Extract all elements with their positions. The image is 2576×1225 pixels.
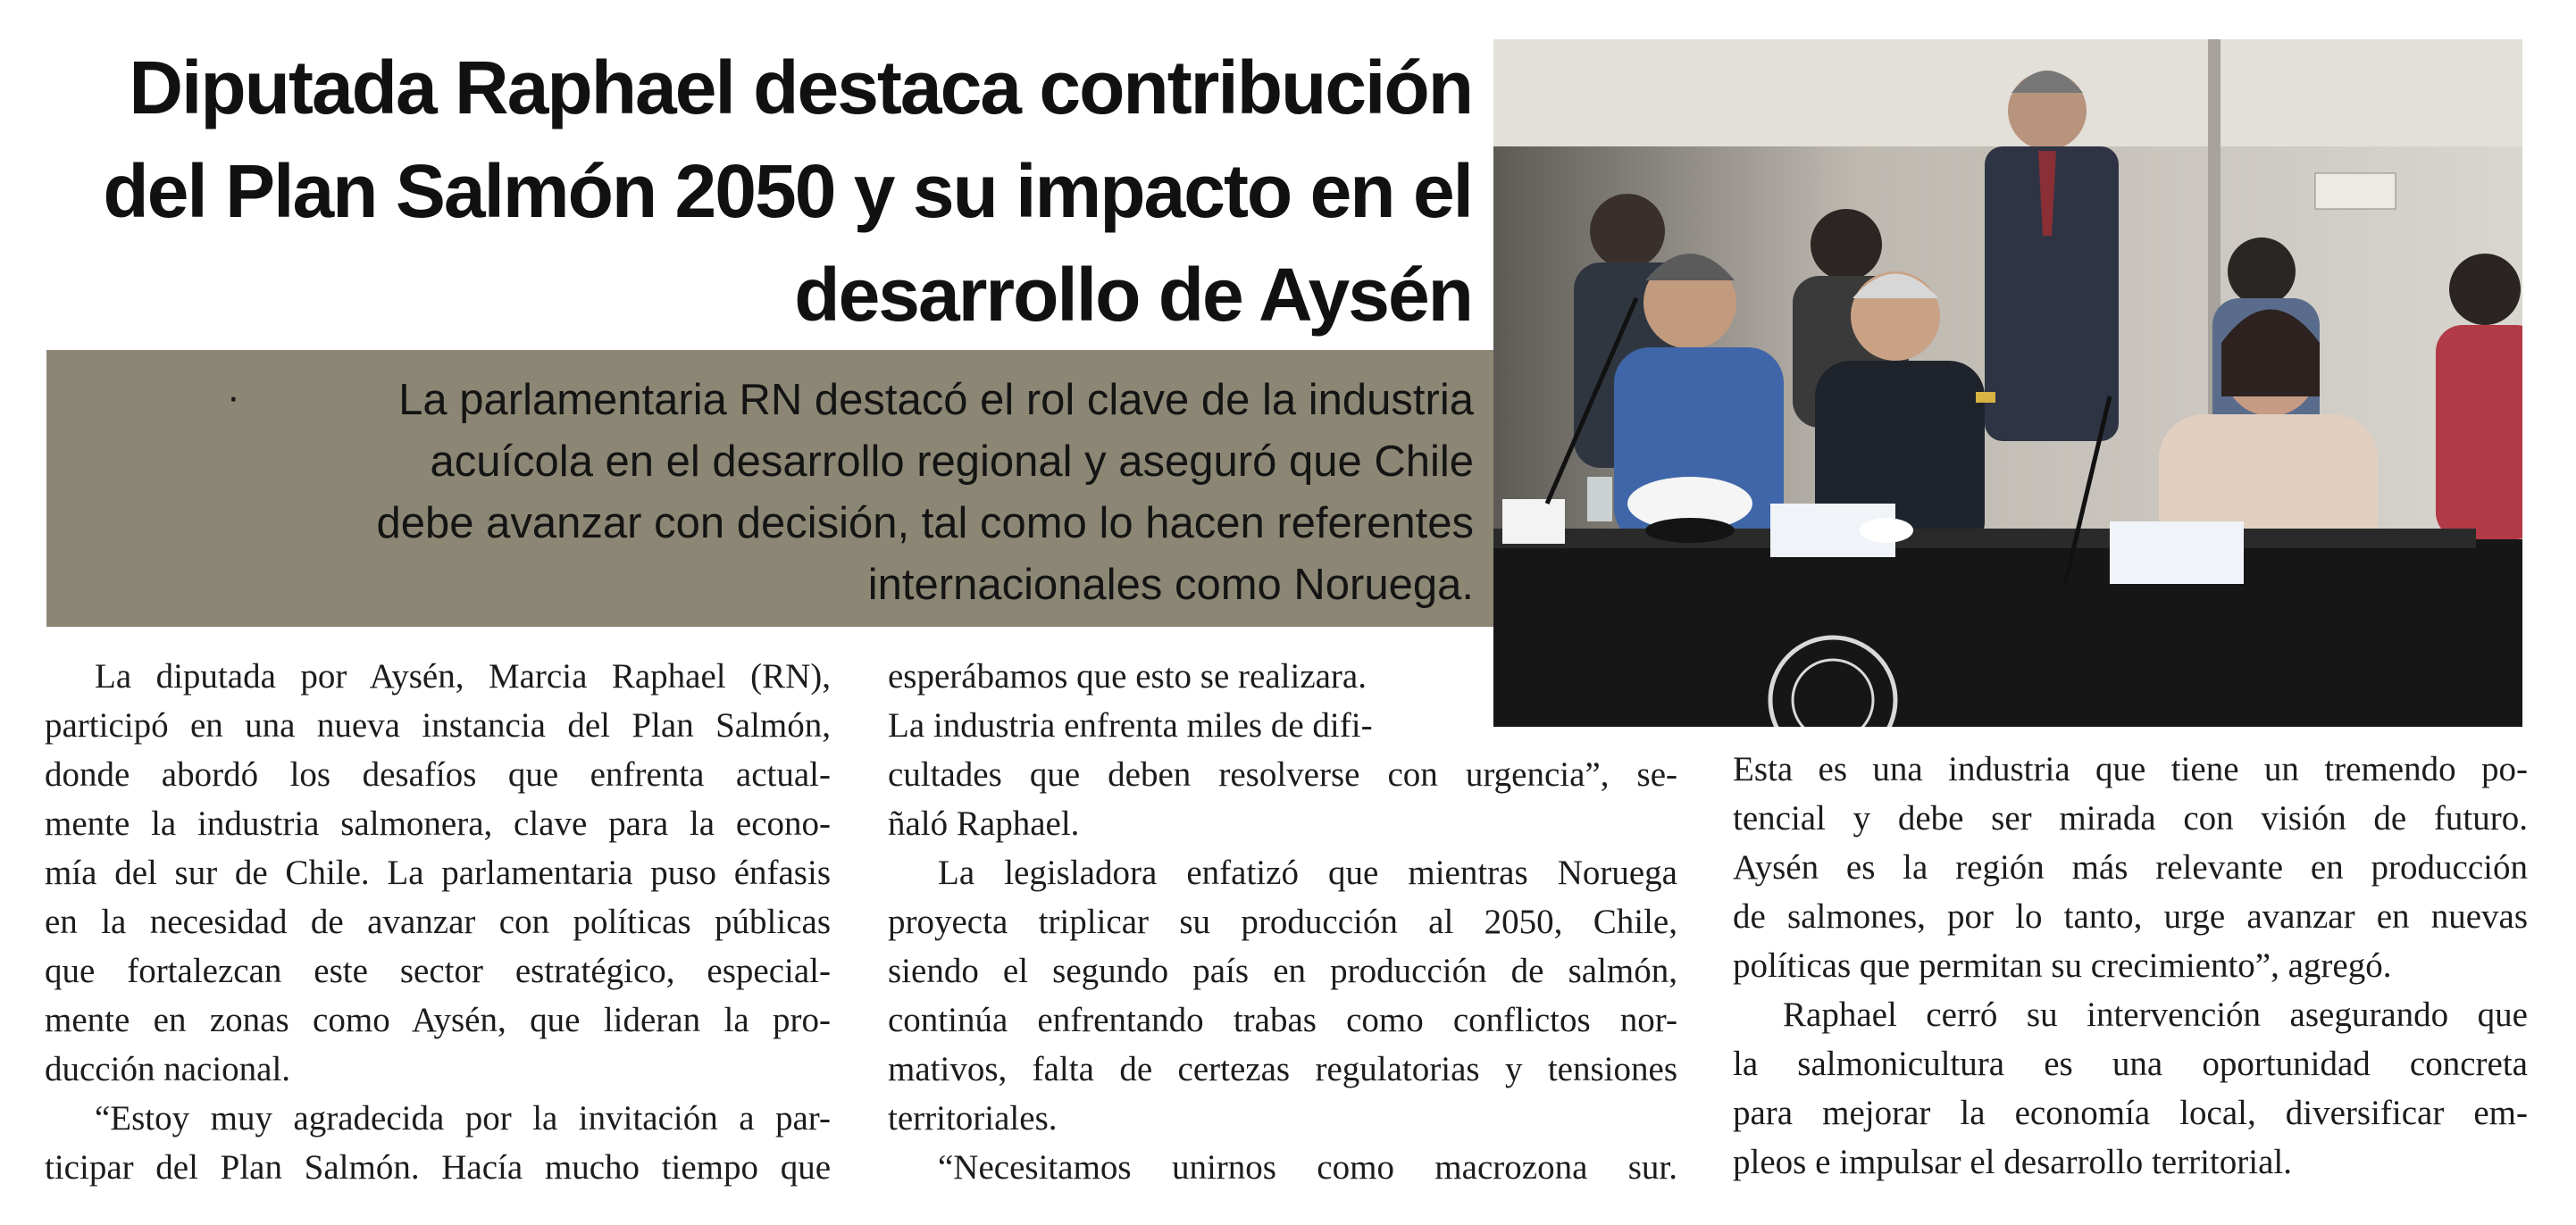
body-column-2 [888, 652, 1677, 1192]
text-line: “Estoy muy agradecida por la invitación a par- [95, 1099, 831, 1138]
text-line: de salmones, por lo tanto, urge avanzar en nuevas [1733, 897, 2528, 936]
text-line: en la necesidad de avanzar con políticas públicas [45, 903, 831, 941]
deck-line-1: La parlamentaria RN destacó el rol clave de la industria [398, 376, 1474, 424]
headline [89, 36, 1472, 346]
text-line: “Necesitamos unirnos como macrozona sur. [938, 1148, 1677, 1187]
text-line: mente la industria salmonera, clave para la econo- [45, 804, 831, 843]
text-line: la salmonicultura es una oportunidad concreta [1733, 1045, 2528, 1083]
text-line: esperábamos que esto se realizara. [888, 657, 1367, 696]
text-line: tencial y debe ser mirada con visión de futuro. [1733, 799, 2528, 838]
body-column-3 [1733, 745, 2528, 1187]
text-line: que fortalezcan este sector estratégico, especial- [45, 952, 831, 990]
paragraph-2 [45, 1094, 831, 1192]
text-line: continúa enfrentando trabas como conflictos nor- [888, 1001, 1677, 1039]
text-line: proyecta triplicar su producción al 2050, Chile, [888, 903, 1677, 941]
body-column-1 [45, 652, 831, 1192]
text-line: ticipar del Plan Salmón. Hacía mucho tiempo que [45, 1148, 831, 1187]
deck-line-3: debe avanzar con decisión, tal como lo hacen referentes [376, 499, 1474, 547]
headline-line-3: desarrollo de Aysén [794, 253, 1472, 337]
text-line: cultades que deben resolverse con urgencia”, se- [888, 755, 1677, 794]
deck-line-4: internacionales como Noruega. [867, 561, 1474, 609]
paragraph-5 [888, 1143, 1677, 1192]
deck-line-2: acuícola en el desarrollo regional y aseguró que Chile [430, 438, 1474, 486]
meeting-photo-illustration [1493, 39, 2522, 727]
text-line: La industria enfrenta miles de difi- [888, 706, 1373, 745]
text-line: Raphael cerró su intervención asegurando que [1783, 996, 2528, 1034]
text-line: Aysén es la región más relevante en producción [1733, 848, 2528, 887]
text-line: La diputada por Aysén, Marcia Raphael (RN), [95, 657, 831, 696]
text-line: ducción nacional. [45, 1050, 291, 1088]
text-line: donde abordó los desafíos que enfrenta actual- [45, 755, 831, 794]
paragraph-4 [888, 848, 1677, 1143]
text-line: participó en una nueva instancia del Plan Salmón, [45, 706, 831, 745]
text-line: Esta es una industria que tiene un tremendo po- [1733, 750, 2528, 788]
headline-line-1: Diputada Raphael destaca contribución [129, 46, 1472, 129]
deck-text [259, 370, 1474, 616]
paragraph-7 [1733, 990, 2528, 1187]
text-line: siendo el segundo país en producción de salmón, [888, 952, 1677, 990]
paragraph-6 [1733, 745, 2528, 990]
paragraph-1 [45, 652, 831, 1094]
text-line: mativos, falta de certezas regulatorias y tensiones [888, 1050, 1677, 1088]
text-line: políticas que permitan su crecimiento”, agregó. [1733, 946, 2392, 985]
headline-line-2: del Plan Salmón 2050 y su impacto en el [103, 149, 1472, 233]
deck-bullet: · [227, 375, 240, 419]
text-line: territoriales. [888, 1099, 1058, 1138]
meeting-photo [1493, 39, 2522, 727]
paragraph-3 [888, 652, 1677, 848]
text-line: mente en zonas como Aysén, que lideran la pro- [45, 1001, 831, 1039]
text-line: pleos e impulsar el desarrollo territorial. [1733, 1143, 2292, 1181]
text-line: ñaló Raphael. [888, 804, 1080, 843]
text-line: mía del sur de Chile. La parlamentaria puso énfasis [45, 854, 831, 892]
text-line: La legisladora enfatizó que mientras Noruega [938, 854, 1677, 892]
text-line: para mejorar la economía local, diversificar em- [1733, 1094, 2528, 1132]
